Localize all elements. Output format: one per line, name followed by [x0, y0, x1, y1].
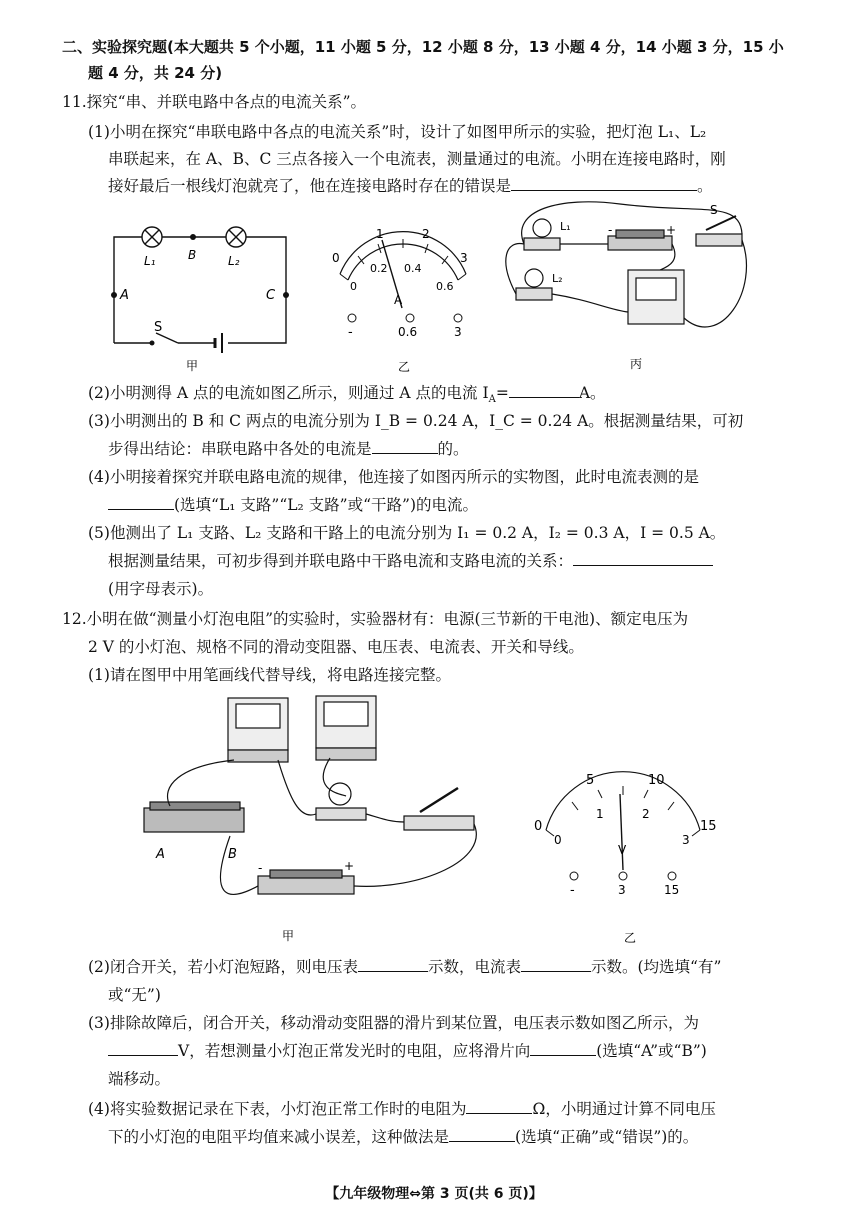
svg-text:0: 0	[350, 280, 357, 293]
q12-p3-line2: V，若想测量小灯泡正常发光时的电阻，应将滑片向 (选填“A”或“B”)	[108, 1040, 707, 1062]
svg-text:B: B	[228, 847, 237, 862]
svg-text:3: 3	[460, 251, 468, 265]
q12-figure-yi-voltmeter	[524, 760, 724, 950]
q11-p1-line3: 接好最后一根线灯泡就亮了，他在连接电路时存在的错误是 。	[108, 177, 713, 195]
svg-text:V: V	[618, 843, 627, 857]
q12-stem-line2: 2 V 的小灯泡、规格不同的滑动变阻器、电压表、电流表、开关和导线。	[88, 638, 584, 656]
answer-blank[interactable]	[358, 957, 428, 972]
svg-text:0: 0	[534, 819, 543, 834]
svg-text:15: 15	[664, 883, 680, 897]
svg-text:-: -	[570, 883, 575, 898]
svg-text:0: 0	[332, 251, 340, 265]
q11-p3-line1: (3)小明测出的 B 和 C 两点的电流分别为 I_B = 0.24 A，I_C = 0.24 A。根据测量结果，可初	[88, 412, 744, 430]
q11-p4-line2: (选填“L₁ 支路”“L₂ 支路”或“干路”)的电流。	[108, 494, 478, 516]
svg-text:15: 15	[700, 819, 717, 834]
svg-text:5: 5	[586, 773, 595, 788]
svg-text:2: 2	[422, 227, 430, 241]
answer-blank[interactable]	[521, 957, 591, 972]
svg-text:-: -	[348, 325, 353, 340]
q12-stem-line1: 12.小明在做“测量小灯泡电阻”的实验时，实验器材有：电源(三节新的干电池)、额定电压为	[62, 610, 689, 628]
svg-text:丙: 丙	[630, 357, 643, 371]
answer-blank[interactable]	[108, 495, 174, 510]
svg-text:3: 3	[454, 325, 462, 339]
answer-blank[interactable]	[573, 551, 713, 566]
svg-text:10: 10	[648, 773, 665, 788]
svg-text:0.6: 0.6	[436, 280, 454, 293]
q12-p3-line3: 端移动。	[108, 1070, 171, 1088]
svg-text:L₂: L₂	[228, 254, 240, 268]
answer-blank[interactable]	[511, 176, 697, 191]
svg-text:A: A	[120, 288, 129, 303]
svg-text:A: A	[394, 293, 403, 307]
section-title-line2: 题 4 分，共 24 分)	[88, 64, 223, 82]
svg-text:0: 0	[554, 833, 562, 847]
q11-p2: (2)小明测得 A 点的电流如图乙所示，则通过 A 点的电流 $I_A= A$。	[88, 384, 606, 406]
svg-text:乙: 乙	[398, 360, 411, 374]
section-title-line1: 二、实验探究题(本大题共 5 个小题，11 小题 5 分，12 小题 8 分，13 小题 4 分，14 小题 3 分，15 小	[62, 38, 784, 56]
svg-text:3: 3	[618, 883, 626, 897]
svg-text:C: C	[266, 288, 276, 303]
svg-text:-: -	[258, 861, 263, 875]
q12-p2-line2: 或“无”)	[108, 986, 161, 1004]
answer-blank[interactable]	[372, 439, 438, 454]
q11-p5-line2: 根据测量结果，可初步得到并联电路中干路电流和支路电流的关系：	[108, 550, 713, 572]
q12-p2-line1: (2)闭合开关，若小灯泡短路，则电压表 示数，电流表 示数。(均选填“有”	[88, 958, 722, 976]
svg-text:甲: 甲	[186, 359, 199, 373]
svg-text:S: S	[710, 203, 718, 217]
q11-p3-line2: 步得出结论：串联电路中各处的电流是 的。	[108, 440, 469, 458]
q11-figure-yi-ammeter	[318, 218, 488, 378]
q12-p1: (1)请在图甲中用笔画线代替导线，将电路连接完整。	[88, 666, 451, 684]
answer-blank[interactable]	[466, 1099, 532, 1114]
q11-p5-line1: (5)他测出了 L₁ 支路、L₂ 支路和干路上的电流分别为 I₁ = 0.2 A，I₂ = 0.3 A，I = 0.5 A。	[88, 524, 726, 542]
svg-text:0.6: 0.6	[398, 325, 418, 339]
q11-p1-line1: (1)小明在探究“串联电路中各点的电流关系”时，设计了如图甲所示的实验，把灯泡 L₁、L₂	[88, 123, 707, 141]
svg-text:1: 1	[596, 807, 604, 821]
svg-text:0.2: 0.2	[370, 262, 388, 275]
svg-text:L₁: L₁	[144, 254, 156, 268]
svg-text:B: B	[188, 248, 197, 262]
q12-p3-line1: (3)排除故障后，闭合开关，移动滑动变阻器的滑片到某位置，电压表示数如图乙所示，为	[88, 1014, 699, 1032]
q12-figure-jia-circuit	[140, 690, 500, 948]
q11-figure-jia-circuit	[100, 215, 300, 375]
svg-text:+: +	[344, 859, 355, 873]
svg-text:A: A	[156, 847, 165, 862]
answer-blank[interactable]	[108, 1041, 178, 1056]
page-footer: 【九年级物理⇔第 3 页(共 6 页)】	[325, 1186, 543, 1202]
svg-text:L₁: L₁	[560, 220, 571, 233]
svg-text:3: 3	[682, 833, 690, 847]
svg-text:2: 2	[642, 807, 650, 821]
q11-p5-line3: (用字母表示)。	[108, 580, 214, 598]
svg-text:-: -	[608, 223, 613, 237]
answer-blank[interactable]	[449, 1127, 515, 1142]
q11-p4-line1: (4)小明接着探究并联电路电流的规律，他连接了如图丙所示的实物图，此时电流表测的是	[88, 468, 699, 486]
svg-text:+: +	[666, 223, 677, 237]
svg-text:甲: 甲	[282, 929, 295, 943]
q11-p1-line2: 串联起来，在 A、B、C 三点各接入一个电流表，测量通过的电流。小明在连接电路时，刚	[108, 150, 726, 168]
svg-text:S: S	[154, 320, 163, 335]
answer-blank[interactable]	[509, 383, 579, 398]
answer-blank[interactable]	[530, 1041, 596, 1056]
svg-text:1: 1	[376, 227, 384, 241]
q12-p4-line2: 下的小灯泡的电阻平均值来减小误差，这种做法是 (选填“正确”或“错误”)的。	[108, 1128, 699, 1146]
q12-p4-line1: (4)将实验数据记录在下表，小灯泡正常工作时的电阻为 Ω，小明通过计算不同电压	[88, 1100, 716, 1118]
q11-figure-bing-parallel-circuit	[500, 200, 780, 375]
svg-text:0.4: 0.4	[404, 262, 422, 275]
svg-text:乙: 乙	[624, 931, 637, 945]
q11-stem: 11.探究“串、并联电路中各点的电流关系”。	[62, 93, 366, 111]
svg-text:L₂: L₂	[552, 272, 563, 285]
